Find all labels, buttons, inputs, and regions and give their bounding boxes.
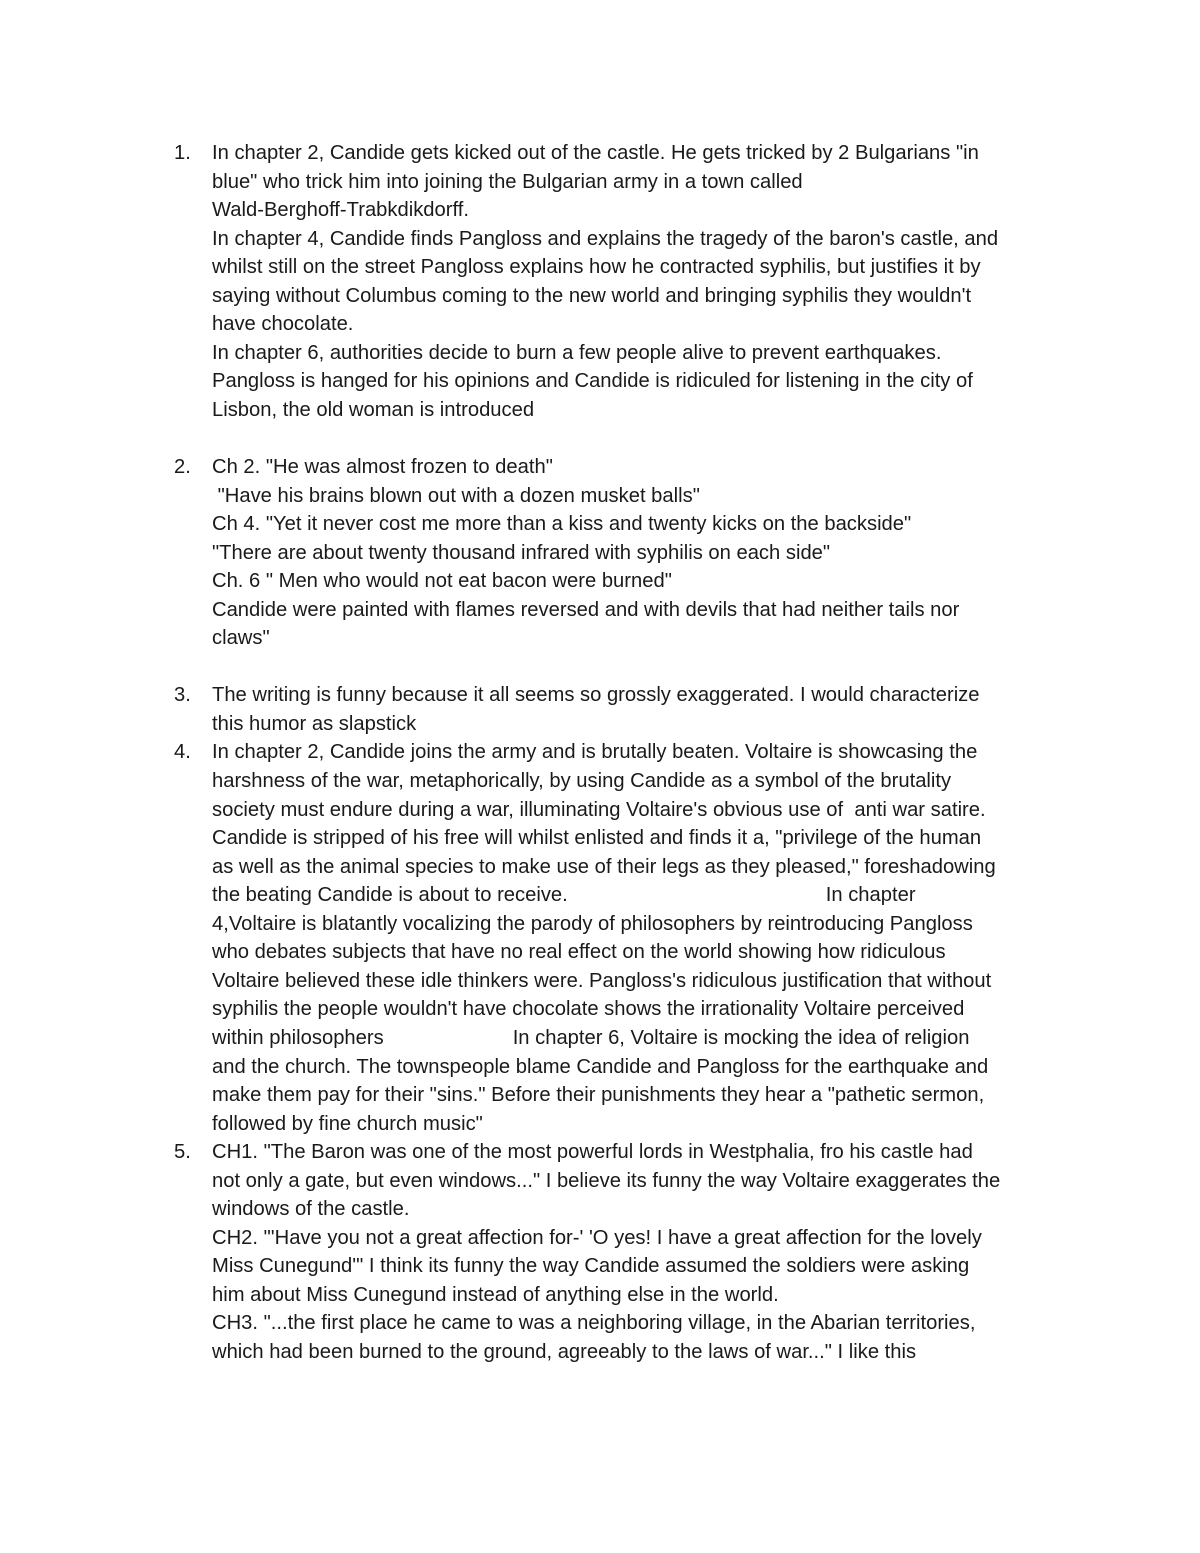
- text-line: Ch 2. "He was almost frozen to death": [212, 456, 553, 479]
- list-number: 4.: [174, 741, 191, 764]
- list-item-3: [174, 681, 1062, 738]
- text-line: 4,Voltaire is blatantly vocalizing the parody of philosophers by reintroducing Pangloss: [212, 912, 973, 935]
- text-line: claws": [212, 627, 270, 650]
- text-line: Wald-Berghoff-Trabkdikdorff.: [212, 199, 469, 222]
- text-line: society must endure during a war, illuminating Voltaire's obvious use of anti war satire.: [212, 798, 986, 821]
- text-line: Ch 4. "Yet it never cost me more than a kiss and twenty kicks on the backside": [212, 513, 912, 536]
- list-number: 2.: [174, 456, 191, 479]
- text-line: Candide is stripped of his free will whilst enlisted and finds it a, "privilege of the human: [212, 827, 982, 850]
- text-line: "There are about twenty thousand infrared with syphilis on each side": [212, 541, 831, 564]
- text-line: harshness of the war, metaphorically, by using Candide as a symbol of the brutality: [212, 770, 952, 793]
- numbered-list: [174, 139, 1062, 1367]
- text-line: as well as the animal species to make use of their legs as they pleased," foreshadowing: [212, 855, 996, 878]
- text-line: syphilis the people wouldn't have chocolate shows the irrationality Voltaire perceived: [212, 998, 965, 1021]
- text-line: Lisbon, the old woman is introduced: [212, 398, 535, 421]
- text-line: followed by fine church music": [212, 1112, 483, 1135]
- text-line: In chapter 4, Candide finds Pangloss and explains the tragedy of the baron's castle, and: [212, 227, 999, 250]
- text-line: "Have his brains blown out with a dozen musket balls": [212, 484, 700, 507]
- text-line: whilst still on the street Pangloss explains how he contracted syphilis, but justifies it by: [212, 256, 981, 279]
- text-line: Candide were painted with flames reversed and with devils that had neither tails nor: [212, 598, 960, 621]
- text-line: and the church. The townspeople blame Candide and Pangloss for the earthquake and: [212, 1055, 989, 1078]
- list-number: 5.: [174, 1141, 191, 1164]
- text-line: Miss Cunegund'" I think its funny the way Candide assumed the soldiers were asking: [212, 1255, 970, 1278]
- text-line: windows of the castle.: [212, 1198, 410, 1221]
- text-line: In chapter 2, Candide joins the army and is brutally beaten. Voltaire is showcasing the: [212, 741, 978, 764]
- text-line: Pangloss is hanged for his opinions and Candide is ridiculed for listening in the city of: [212, 370, 973, 393]
- list-item-1: [174, 139, 1062, 424]
- text-line: have chocolate.: [212, 313, 354, 336]
- paragraph-spacer: [212, 653, 1062, 682]
- text-line: the beating Candide is about to receive. In chapter: [212, 884, 916, 907]
- text-line: within philosophers In chapter 6, Voltaire is mocking the idea of religion: [212, 1026, 970, 1049]
- text-line: who debates subjects that have no real effect on the world showing how ridiculous: [212, 941, 946, 964]
- list-item-4: [174, 738, 1062, 1138]
- list-number: 1.: [174, 142, 191, 164]
- text-line: blue" who trick him into joining the Bulgarian army in a town called: [212, 170, 803, 193]
- list-item-2: [174, 453, 1062, 653]
- text-line: make them pay for their "sins." Before their punishments they hear a "pathetic sermon,: [212, 1084, 985, 1107]
- text-line: Voltaire believed these idle thinkers were. Pangloss's ridiculous justification that without: [212, 969, 992, 992]
- list-number: 3.: [174, 684, 191, 707]
- text-line: not only a gate, but even windows..." I believe its funny the way Voltaire exaggerates the: [212, 1169, 1001, 1192]
- text-line: In chapter 6, authorities decide to burn a few people alive to prevent earthquakes.: [212, 341, 942, 364]
- text-line: In chapter 2, Candide gets kicked out of the castle. He gets tricked by 2 Bulgarians "in: [212, 142, 979, 164]
- text-line: him about Miss Cunegund instead of anything else in the world.: [212, 1283, 779, 1306]
- text-line: this humor as slapstick: [212, 712, 417, 735]
- text-line: CH1. "The Baron was one of the most powerful lords in Westphalia, fro his castle had: [212, 1141, 973, 1164]
- text-line: Ch. 6 " Men who would not eat bacon were burned": [212, 570, 672, 593]
- text-line: saying without Columbus coming to the new world and bringing syphilis they wouldn't: [212, 284, 972, 307]
- list-item-5: [174, 1138, 1062, 1366]
- text-line: which had been burned to the ground, agreeably to the laws of war..." I like this: [212, 1340, 917, 1363]
- text-line: CH2. "'Have you not a great affection for-' 'O yes! I have a great affection for the lovely: [212, 1226, 982, 1249]
- paragraph-spacer: [212, 424, 1062, 453]
- text-line: The writing is funny because it all seems so grossly exaggerated. I would characterize: [212, 684, 980, 707]
- text-line: CH3. "...the first place he came to was a neighboring village, in the Abarian territories,: [212, 1312, 976, 1335]
